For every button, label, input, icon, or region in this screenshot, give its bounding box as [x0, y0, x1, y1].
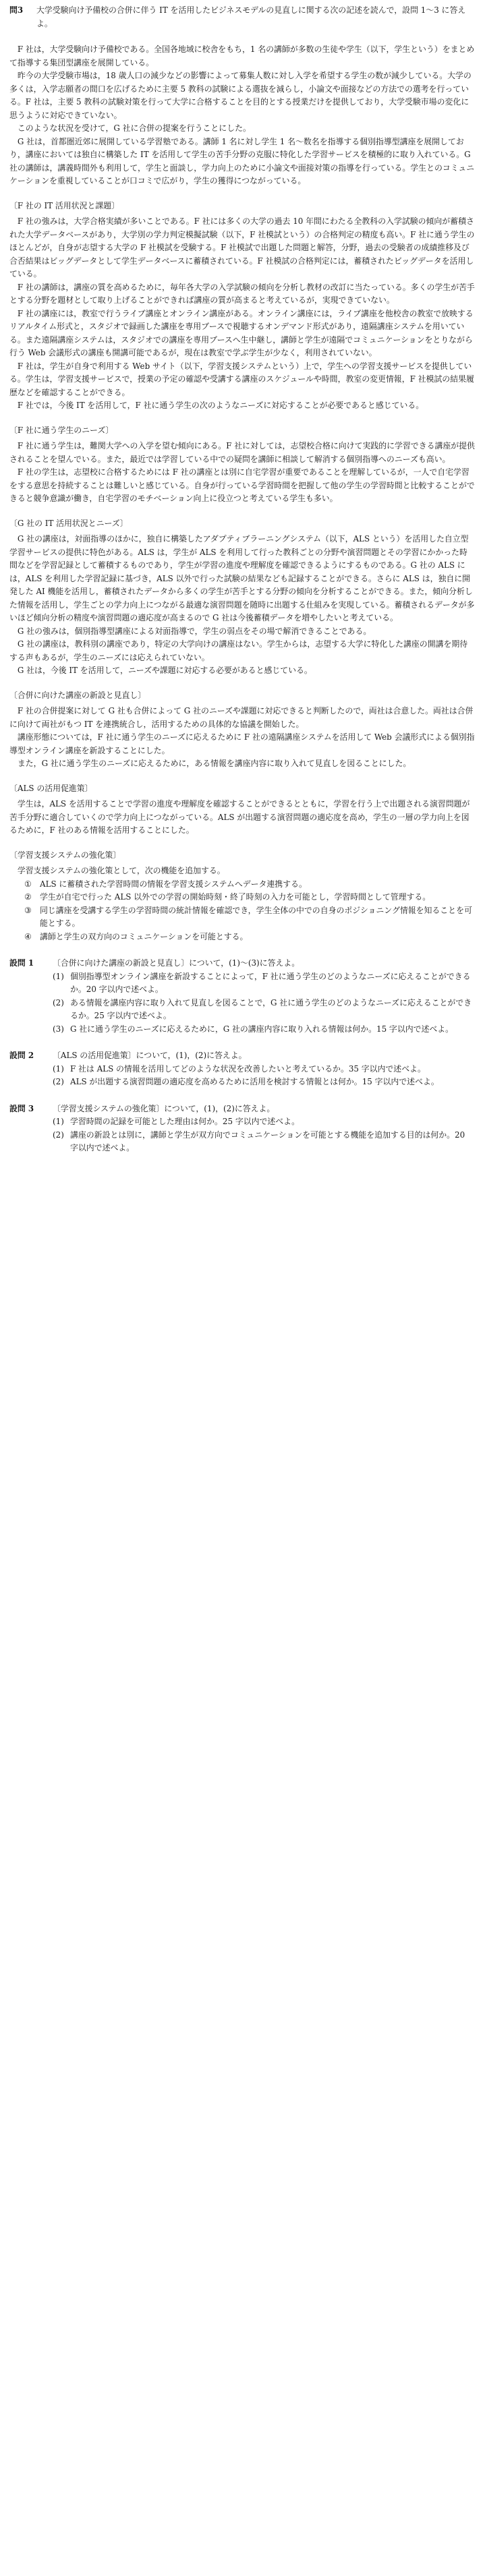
section-heading: 〔 G 社の IT 活用状況とニーズ 〕 [9, 517, 475, 531]
intro-paragraph: G 社は，首都圏近郊に展開している学習塾である。講師 1 名に対し学生 1 名〜数名を指導する個別指導型講座を展開しており，講座においては独自に構築した IT を活用して学生の苦手分野の克服に特化した学習サービスを積極的に取り入れている。G 社の講師は，講義時間外も利用して，学生と面談し，学力向上のために小論文や面接対策の指導を行っている。学生とのコミュニケーションを重視していることが口コミで広がり，学生の獲得につながっている。 [9, 136, 475, 185]
intro-paragraph: このような状況を受けて，G 社に合併の提案を行うことにした。 [17, 123, 251, 133]
question-set-3 [9, 1103, 475, 1155]
section-paragraph: F 社は，学生が自身で利用する Web サイト（以下，学習支援システムという）上で，学生への学習支援サービスを提供している。学生は，学習支援サービスで，授業の予定の確認や受講する講座のスケジュールや時間，教室の変更情報，F 社模試の結果履歴などを確認することができる。 [9, 361, 474, 397]
sub-question-marker: (2) [53, 1130, 64, 1140]
sub-question-marker: (1) [53, 971, 64, 981]
section-paragraph: F 社の講座には，教室で行うライブ講座とオンライン講座がある。オンライン講座には，ライブ講座を他校舎の教室で放映するリアルタイム形式と，スタジオで録画した講座を専用ブースで視聴するオンデマンド形式があり，遠隔講座システムを用いている。また遠隔講座システムは，スタジオでの講座を専用ブースへ生中継し，講師と学生が遠隔でコミュニケーションをとりながら行う Web 会議形式の講座も開講可能であるが，現在は教室で学ぶ学生が少なく，利用されていない。 [9, 308, 474, 357]
section-paragraph: F 社に通う学生は，難関大学への入学を望む傾向にある。F 社に対しては，志望校合格に向けて実践的に学習できる講座が提供されることを望んでいる。また，最近では学習している中での疑問を講師に相談して解消する個別指導へのニーズも高い。 [9, 441, 475, 464]
section-heading: 〔 合併に向けた講座の新設と見直し 〕 [9, 689, 475, 703]
sub-question [9, 970, 475, 997]
section-g-it-status [9, 517, 475, 678]
section-als-promotion [9, 782, 475, 838]
sub-question-text: 講座の新設とは別に，講師と学生が双方向でコミュニケーションを可能とする機能を追加する目的は何か。20 字以内で述べよ。 [70, 1130, 465, 1152]
section-f-it-status [9, 200, 475, 413]
list-item-text: 学生が自宅で行った ALS 以外での学習の開始時刻・終了時刻の入力を可能とし，学習時間として管理する。 [40, 892, 431, 902]
sub-question-marker: (1) [53, 1063, 64, 1074]
section-heading: 〔 学習支援システムの強化策 〕 [9, 849, 475, 862]
question-label: 設問 2 [9, 1051, 34, 1060]
list-item [9, 891, 475, 904]
question-text: 〔合併に向けた講座の新設と見直し〕について，(1)〜(3)に答えよ。 [53, 958, 300, 968]
list-item-marker: ④ [24, 931, 32, 941]
section-heading: 〔 F 社の IT 活用状況と課題 〕 [9, 200, 475, 213]
question-set-1 [9, 957, 475, 1036]
section-paragraph: F 社の強みは，大学合格実績が多いことである。F 社には多くの大学の過去 10 年間にわたる全教科の入学試験の傾向が蓄積された大学データベースがあり，大学別の学力判定模擬試験（以下，F 社模試という）の合格判定の精度も高い。F 社に通う学生のほとんどが，自身が志望する大学の F 社模試を受験する。F 社模試で出題した問題と解答，分野，過去の受験者の成績推移及び合否結果はビッグデータとして学生データベースに蓄積されている。F 社模試の合格判定には，蓄積されたビッグデータを活用している。 [9, 216, 475, 279]
list-item [9, 904, 475, 931]
sub-question-marker: (1) [53, 1117, 64, 1126]
list-item-marker: ② [24, 892, 32, 902]
list-item-marker: ③ [24, 905, 32, 915]
intro-paragraph: F 社は，大学受験向け予備校である。全国各地域に校舎をもち，1 名の講師が多数の生徒や学生（以下，学生という）をまとめて指導する集団型講座を展開している。 [9, 45, 475, 67]
question-text: 〔ALS の活用促進策〕について，(1)，(2)に答えよ。 [53, 1051, 247, 1060]
section-paragraph: F 社の合併提案に対して G 社も合併によって G 社のニーズや課題に対応できると判断したので，両社は合意した。両社は合併に向けて両社がもつ IT を連携統合し，活用するための具体的な協議を開始した。 [9, 706, 474, 729]
question-instruction: 大学受験向け予備校の合併に伴う IT を活用したビジネスモデルの見直しに関する次の記述を読んで，設問 1〜3 に答えよ。 [36, 5, 466, 28]
section-paragraph: F 社では，今後 IT を活用して，F 社に通う学生の次のようなニーズに対応することが必要であると感じている。 [17, 401, 424, 410]
sub-question-marker: (2) [53, 997, 64, 1007]
section-f-student-needs [9, 424, 475, 506]
question-header [9, 4, 475, 30]
sub-question [9, 1063, 475, 1076]
sub-question-text: 個別指導型オンライン講座を新設することによって，F 社に通う学生のどのようなニーズに応えることができるか。20 字以内で述べよ。 [70, 971, 471, 994]
section-merger-courses [9, 689, 475, 771]
sub-question-text: 学習時間の記録を可能とした理由は何か。25 字以内で述べよ。 [70, 1117, 300, 1126]
section-paragraph: 講座形態については，F 社に通う学生のニーズに応えるために F 社の遠隔講座システムを活用して Web 会議形式による個別指導型オンライン講座を新設することにした。 [9, 732, 475, 755]
list-item [9, 878, 475, 891]
sub-question [9, 1023, 475, 1036]
list-item-text: 同じ講座を受講する学生の学習時間の統計情報を確認でき，学生全体の中での自身のポジショニング情報を知ることを可能とする。 [40, 905, 472, 928]
sub-question-marker: (2) [53, 1077, 64, 1086]
section-paragraph: 学習支援システムの強化策として，次の機能を追加する。 [17, 866, 225, 875]
question-set-2 [9, 1049, 475, 1089]
sub-question [9, 997, 475, 1023]
section-paragraph: G 社の講座は，教科別の講座であり，特定の大学向けの講座はない。学生からは，志望する大学に特化した講座の開講を期待する声もあるが，学生のニーズには応えられていない。 [9, 639, 468, 662]
section-paragraph: また，G 社に通う学生のニーズに応えるために，ある情報を講座内容に取り入れて見直しを図ることにした。 [17, 759, 411, 768]
section-learning-support [9, 849, 475, 944]
list-item [9, 931, 475, 944]
question-text: 〔学習支援システムの強化策〕について，(1)，(2)に答えよ。 [53, 1103, 275, 1113]
sub-question-text: F 社は ALS の情報を活用してどのような状況を改善したいと考えているか。35 字以内で述べよ。 [70, 1063, 426, 1074]
section-paragraph: G 社の講座は，対面指導のほかに，独自に構築したアダプティブラーニングシステム（以下，ALS という）を活用した自立型学習サービスの提供に特色がある。ALS は，学生が ALS を利用して行った教科ごとの分野や演習問題とその学習にかかった時間などを学習記録として蓄積するものであり，学生が学習の進度や理解度を確認できるようにするものである。G 社の ALS には，ALS を利用した学習記録に基づき，ALS 以外で行った試験の結果なども記録することができる。さらに ALS は，独自に開発した AI 機能を活用し，蓄積されたデータから多くの学生が苦手とする分野の傾向を分析することができる。また，傾向分析した情報を活用し，学生ごとの学力向上につながる最適な演習問題を随時に出題する仕組みを実現している。蓄積されるデータが多いほど傾向分析の精度や演習問題の適応度が高まるので G 社は今後蓄積データを増やしたいと考えている。 [9, 534, 475, 622]
question-label: 設問 3 [9, 1103, 34, 1113]
section-paragraph: G 社は，今後 IT を活用して，ニーズや課題に対応する必要があると感じている。 [17, 666, 312, 675]
sub-question [9, 1129, 475, 1155]
intro-section [9, 43, 475, 188]
sub-question-marker: (3) [53, 1024, 64, 1034]
section-paragraph: F 社の講師は，講座の質を高めるために，毎年各大学の入学試験の傾向を分析し教材の改訂に当たっている。多くの学生が苦手とする分野を題材として取り上げることができれば講座の質が高まると考えているが，実現できていない。 [9, 282, 475, 305]
section-heading: 〔 ALS の活用促進策 〕 [9, 782, 475, 796]
sub-question-text: ある情報を講座内容に取り入れて見直しを図ることで，G 社に通う学生のどのようなニーズに応えることができるか。25 字以内で述べよ。 [70, 997, 472, 1020]
section-paragraph: G 社の強みは，個別指導型講座による対面指導で，学生の弱点をその場で解消できることである。 [17, 626, 372, 636]
sub-question [9, 1076, 475, 1089]
list-item-marker: ① [24, 879, 32, 889]
sub-question-text: ALS が出題する演習問題の適応度を高めるために活用を検討する情報とは何か。15 字以内で述べよ。 [70, 1077, 439, 1086]
list-item-text: ALS に蓄積された学習時間の情報を学習支援システムへデータ連携する。 [40, 879, 307, 889]
section-paragraph: F 社の学生は，志望校に合格するためには F 社の講座とは別に自宅学習が重要であることを理解しているが，一人で自宅学習をする意思を持続することは難しいと感じている。自身が行っている学習時間を把握して他の学生の学習時間と比較することができると競争意識が働き，自宅学習のモチベーション向上に役立つと考えている学生も多い。 [9, 467, 475, 503]
intro-paragraph: 昨今の大学受験市場は，18 歳人口の減少などの影響によって募集人数に対し入学を希望する学生の数が減少している。大学の多くは，入学志願者の間口を広げるために主要 5 教科の試験による選抜を減らし，小論文や面接などの方法での選考を行っている。F 社は，主要 5 教科の試験対策を行って大学に合格することを目的とする授業だけを提供しており，大学受験市場の変化に思うように対応できていない。 [9, 71, 472, 120]
question-number: 問3 [9, 5, 24, 15]
sub-question-text: G 社に通う学生のニーズに応えるために，G 社の講座内容に取り入れる情報は何か。15 字以内で述べよ。 [70, 1024, 454, 1034]
list-item-text: 講師と学生の双方向のコミュニケーションを可能とする。 [40, 931, 248, 941]
sub-question [9, 1115, 475, 1129]
question-label: 設問 1 [9, 958, 34, 968]
section-paragraph: 学生は，ALS を活用することで学習の進度や理解度を確認することができるとともに，学習を行う上で出題される演習問題が苦手分野に適合していくので学力向上につながっている。ALS が出題する演習問題の適応度を高め，学生の一層の学力向上を図るために，F 社のある情報を活用することにした。 [9, 799, 470, 835]
section-heading: 〔 F 社に通う学生のニーズ 〕 [9, 424, 475, 438]
